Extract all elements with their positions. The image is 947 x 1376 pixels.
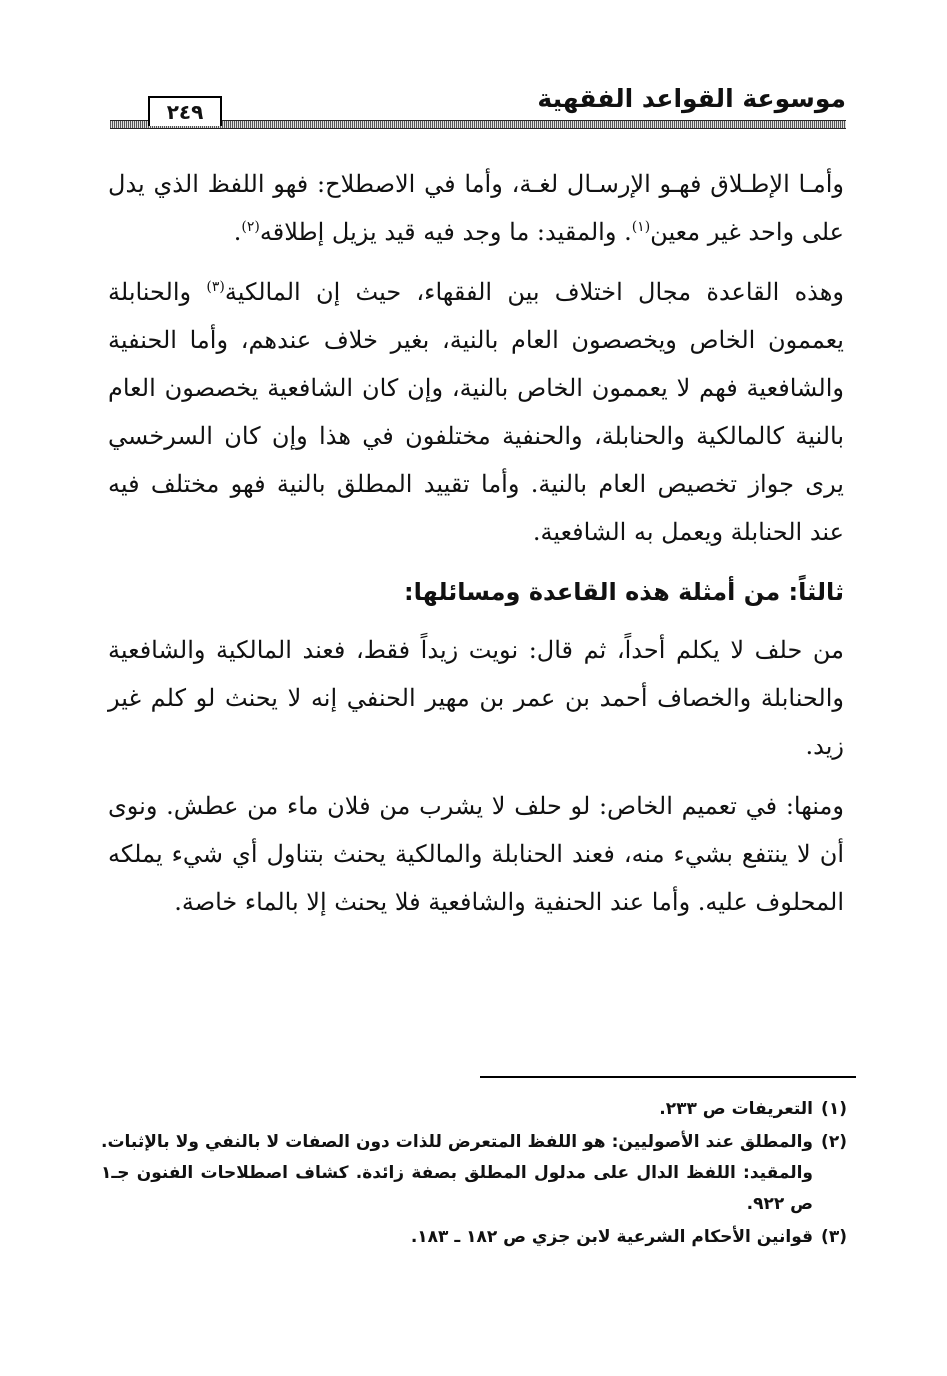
section-heading: ثالثاً: من أمثلة هذه القاعدة ومسائلها: (403, 578, 844, 606)
book-title: موسوعة القواعد الفقهية (537, 84, 846, 113)
footnote-number: (٣) (821, 1227, 847, 1247)
paragraph-example-1: من حلف لا يكلم أحداً، ثم قال: نويت زيداً فقط، فعند المالكية والشافعية والحنابلة والخصاف أحمد بن عمر بن مهير الحنفي إنه لا يحنث لو كلم غير زيد. (108, 636, 844, 760)
text-run: . (233, 218, 242, 246)
running-header (110, 82, 846, 132)
page-number: ٢٤٩ (148, 96, 222, 126)
footnote-text: والمطلق عند الأصوليين: هو اللفظ المتعرض للذات دون الصفات لا بالنفي ولا بالإثبات. والمقيد: اللفظ الدال على مدلول المطلق بصفة زائدة. كشاف اصطلاحات الفنون جـ١ ص ٩٢٢. (101, 1132, 813, 1214)
footnote-ref[interactable]: (١) (631, 219, 651, 235)
text-run: وهذه القاعدة مجال اختلاف بين الفقهاء، حيث إن المالكية (224, 278, 844, 306)
footnote-item (101, 1127, 847, 1220)
footnote-item (101, 1222, 847, 1253)
paragraph-definition (108, 160, 844, 256)
footnotes (101, 1094, 847, 1255)
footnote-text: قوانين الأحكام الشرعية لابن جزي ص ١٨٢ ـ ١٨٣. (410, 1227, 813, 1247)
footnote-item (101, 1094, 847, 1125)
footnote-number: (٢) (821, 1132, 847, 1152)
text-run: والحنابلة يعممون الخاص ويخصصون العام بالنية، بغير خلاف عندهم، وأما الحنفية والشافعية فهم لا يعممون الخاص بالنية، وإن كان الشافعية يخصصون العام بالنية كالمالكية والحنابلة، والحنفية مختلفون في هذا وإن كان السرخسي يرى جواز تخصيص العام بالنية. وأما تقييد المطلق بالنية فهو مختلف فيه عند الحنابلة ويعمل به الشافعية. (108, 278, 844, 546)
paragraph-example-2: ومنها: في تعميم الخاص: لو حلف لا يشرب من فلان ماء من عطش. ونوى أن لا ينتفع بشيء منه، فعند الحنابلة والمالكية يحنث بتناول أي شيء يملكه المحلوف عليه. وأما عند الحنفية والشافعية فلا يحنث إلا بالماء خاصة. (108, 792, 844, 916)
footnote-ref[interactable]: (٣) (206, 279, 225, 295)
footnote-text: التعريفات ص ٢٣٣. (659, 1099, 813, 1119)
text-run: . والمقيد: ما وجد فيه قيد يزيل إطلاقه (259, 218, 632, 246)
main-text (108, 160, 844, 938)
paragraph-disagreement (108, 268, 844, 556)
text-run: وأمـا الإطـلاق فهـو الإرسـال لغـة، وأما في الاصطلاح: فهو اللفظ الذي يدل على واحد غير معين (108, 170, 844, 246)
footnote-number: (١) (821, 1099, 847, 1119)
footnote-separator (480, 1076, 856, 1078)
footnote-ref[interactable]: (٢) (241, 219, 260, 235)
